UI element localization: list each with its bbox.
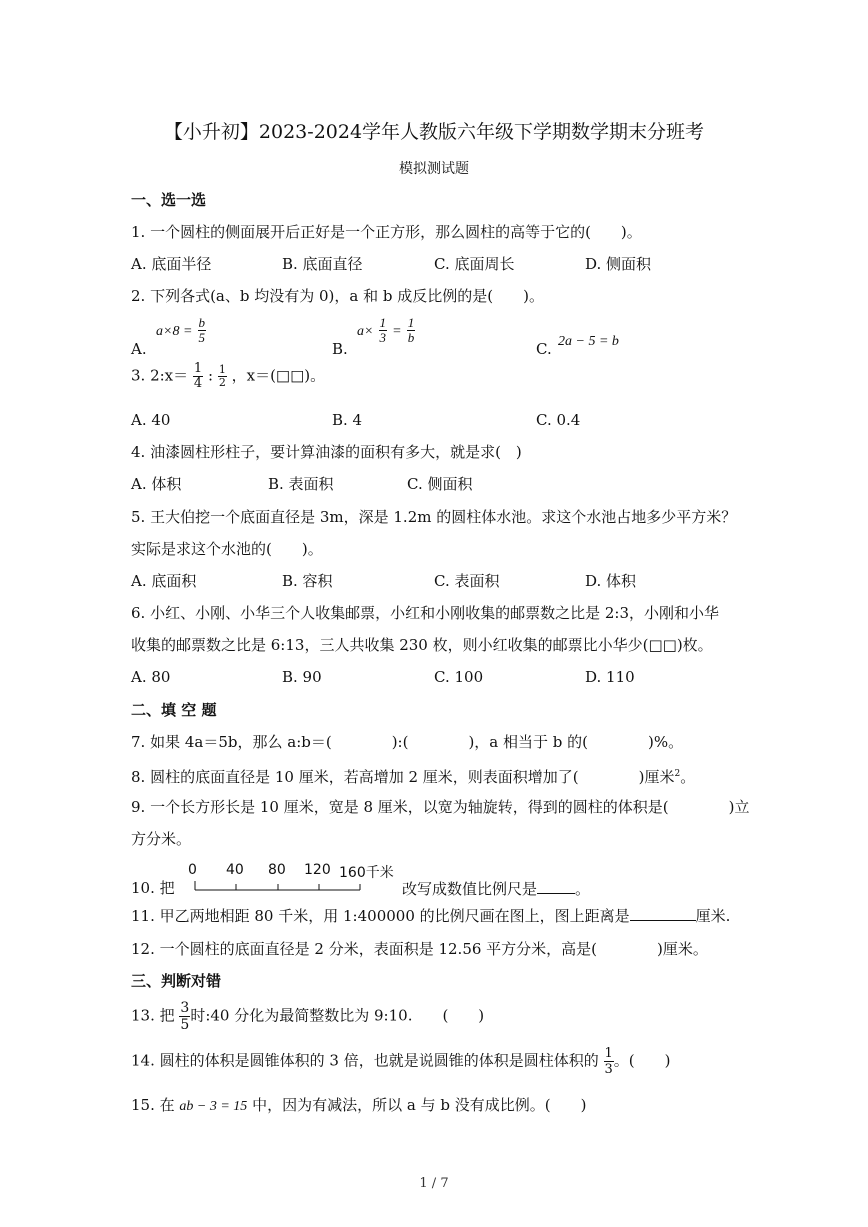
question-2-option-c-label: C. bbox=[536, 340, 552, 358]
section-heading-choice: 一、选一选 bbox=[131, 191, 207, 209]
question-13-prefix: 13. 把 bbox=[131, 1006, 175, 1025]
scale-bar-graphic bbox=[186, 878, 366, 892]
fraction: $\frac{3}{5}$ bbox=[180, 1000, 190, 1033]
question-11-text: 11. 甲乙两地相距 80 千米，用 1:400000 的比例尺画在图上，图上距离是 bbox=[131, 907, 630, 925]
question-5-stem-line-2: 实际是求这个水池的( )。 bbox=[131, 540, 323, 558]
question-11 bbox=[131, 906, 730, 926]
question-6-option-c: C. 100 bbox=[434, 668, 484, 686]
question-6-option-d: D. 110 bbox=[585, 668, 635, 686]
scale-label: 120 bbox=[304, 862, 331, 878]
question-4-stem: 4. 油漆圆柱形柱子，要计算油漆的面积有多大，就是求( ) bbox=[131, 443, 522, 461]
question-8-text: 8. 圆柱的底面直径是 10 厘米，若高增加 2 厘米，则表面积增加了( )厘米 bbox=[131, 768, 675, 786]
question-15 bbox=[131, 1095, 586, 1117]
question-13 bbox=[131, 1000, 484, 1033]
scale-label: 40 bbox=[226, 862, 244, 878]
question-6-option-b: B. 90 bbox=[282, 668, 322, 686]
question-5-stem-line-1: 5. 王大伯挖一个底面直径是 3m，深是 1.2m 的圆柱体水池。求这个水池占地多少平方米？ bbox=[131, 508, 737, 526]
question-10-suffix-text: 改写成数值比例尺是 bbox=[402, 880, 538, 898]
document-subtitle: 模拟测试题 bbox=[399, 161, 469, 177]
fraction: $\frac{1}{3}$ bbox=[604, 1046, 613, 1077]
scale-bar bbox=[186, 862, 406, 894]
question-5-option-a: A. 底面积 bbox=[131, 572, 197, 590]
question-1-option-d: D. 侧面积 bbox=[585, 255, 652, 273]
question-2-option-a-formula bbox=[156, 316, 206, 345]
question-1-option-a: A. 底面半径 bbox=[131, 255, 212, 273]
question-3-stem bbox=[131, 362, 325, 391]
scale-label: 0 bbox=[188, 862, 197, 878]
question-1-option-c: C. 底面周长 bbox=[434, 255, 515, 273]
question-14-end: 。( ) bbox=[613, 1051, 671, 1070]
question-9-line-1: 9. 一个长方形长是 10 厘米，宽是 8 厘米，以宽为轴旋转，得到的圆柱的体积是( )立 bbox=[131, 798, 750, 816]
formula-left: a× bbox=[357, 324, 374, 339]
question-2-option-c-formula: 2a − 5 = b bbox=[558, 334, 619, 349]
question-4-option-c: C. 侧面积 bbox=[407, 475, 473, 493]
question-11-end: 厘米. bbox=[695, 907, 731, 925]
question-4-option-b: B. 表面积 bbox=[268, 475, 334, 493]
question-15-suffix: 中，因为有减法，所以 a 与 b 没有成比例。( ) bbox=[252, 1096, 587, 1114]
section-heading-true-false: 三、判断对错 bbox=[131, 972, 222, 990]
question-10-prefix: 10. 把 bbox=[131, 879, 175, 897]
question-15-prefix: 15. 在 bbox=[131, 1096, 175, 1114]
answer-blank bbox=[630, 920, 696, 921]
page-number: 1 / 7 bbox=[419, 1176, 449, 1191]
formula-left: a×8 = bbox=[156, 324, 193, 339]
superscript-2: 2 bbox=[674, 769, 681, 779]
fraction: $\frac{1}{2}$ bbox=[218, 363, 226, 389]
equals-sign: = bbox=[392, 324, 402, 339]
question-3-suffix: ，x＝(□□)。 bbox=[231, 366, 326, 385]
question-8 bbox=[131, 764, 695, 787]
question-3-option-a: A. 40 bbox=[131, 411, 171, 429]
question-12: 12. 一个圆柱的底面直径是 2 分米，表面积是 12.56 平方分米，高是( )厘米。 bbox=[131, 940, 708, 958]
question-3-prefix: 3. 2:x＝ bbox=[131, 366, 189, 385]
question-5-option-d: D. 体积 bbox=[585, 572, 637, 590]
question-6-stem-line-1: 6. 小红、小刚、小华三个人收集邮票，小红和小刚收集的邮票数之比是 2:3，小刚和小华 bbox=[131, 604, 719, 622]
answer-blank bbox=[537, 893, 575, 894]
question-2-option-a-label: A. bbox=[131, 340, 147, 358]
question-2-stem: 2. 下列各式(a、b 均没有为 0)，a 和 b 成反比例的是( )。 bbox=[131, 287, 544, 305]
question-2-option-b-label: B. bbox=[332, 340, 348, 358]
question-14-text: 14. 圆柱的体积是圆锥体积的 3 倍，也就是说圆锥的体积是圆柱体积的 bbox=[131, 1051, 599, 1070]
question-5-option-b: B. 容积 bbox=[282, 572, 333, 590]
fraction: $\frac{1}{b}$ bbox=[407, 315, 415, 345]
question-10-suffix bbox=[402, 878, 590, 899]
question-10-end: 。 bbox=[575, 880, 591, 898]
fraction: $\frac{1}{4}$ bbox=[193, 361, 203, 391]
fraction: $\frac{1}{3}$ bbox=[379, 315, 387, 345]
question-14 bbox=[131, 1046, 671, 1077]
question-4-option-a: A. 体积 bbox=[131, 475, 182, 493]
question-6-option-a: A. 80 bbox=[131, 668, 171, 686]
question-3-option-c: C. 0.4 bbox=[536, 411, 581, 429]
fraction: $\frac{b}{5}$ bbox=[198, 315, 205, 345]
question-13-suffix: 时:40 分化为最简整数比为 9:10. ( ) bbox=[190, 1006, 485, 1025]
question-5-option-c: C. 表面积 bbox=[434, 572, 500, 590]
ratio-colon: : bbox=[207, 366, 214, 385]
question-2-option-b-formula bbox=[357, 316, 415, 345]
document-title: 【小升初】2023-2024学年人教版六年级下学期数学期末分班考 bbox=[163, 121, 705, 143]
question-8-end: 。 bbox=[680, 768, 696, 786]
question-6-stem-line-2: 收集的邮票数之比是 6:13，三人共收集 230 枚，则小红收集的邮票比小华少(□□)枚。 bbox=[131, 636, 713, 654]
question-1-stem: 1. 一个圆柱的侧面展开后正好是一个正方形，那么圆柱的高等于它的( )。 bbox=[131, 223, 642, 241]
question-7: 7. 如果 4a＝5b，那么 a:b＝( ):( )，a 相当于 b 的( )%。 bbox=[131, 733, 684, 751]
scale-label: 80 bbox=[268, 862, 286, 878]
question-3-option-b: B. 4 bbox=[332, 411, 363, 429]
question-9-line-2: 方分米。 bbox=[131, 830, 192, 848]
formula: ab − 3 = 15 bbox=[179, 1099, 248, 1114]
scale-label: 160千米 bbox=[339, 865, 394, 881]
question-1-option-b: B. 底面直径 bbox=[282, 255, 363, 273]
section-heading-fill-in: 二、填 空 题 bbox=[131, 701, 217, 719]
